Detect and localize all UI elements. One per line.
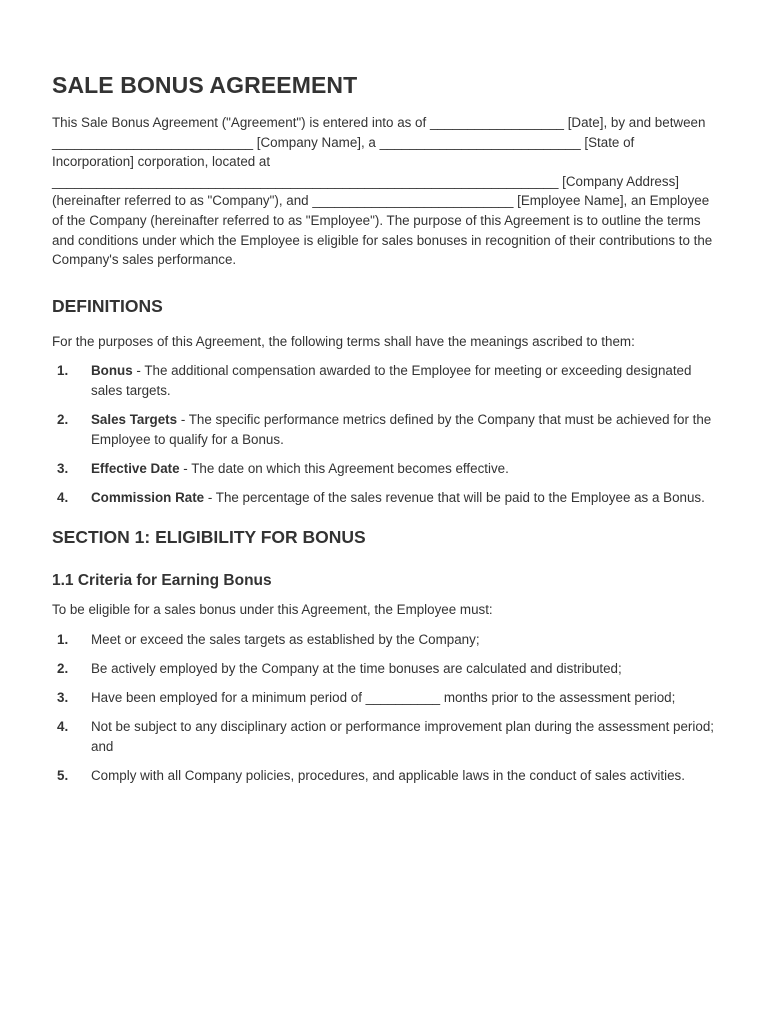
section-1-1-heading: 1.1 Criteria for Earning Bonus <box>52 572 272 590</box>
criteria-text: Be actively employed by the Company at the time bonuses are calculated and distributed; <box>91 661 622 677</box>
criteria-number: 5. <box>57 767 69 783</box>
definitions-list <box>52 361 718 507</box>
definition-text: - The percentage of the sales revenue that will be paid to the Employee as a Bonus. <box>204 489 705 505</box>
definition-item <box>52 361 718 400</box>
definition-text: - The specific performance metrics defined by the Company that must be achieved for the Employee to qualify for a Bonus. <box>91 412 712 447</box>
criteria-item <box>52 717 718 756</box>
definition-text: - The additional compensation awarded to the Employee for meeting or exceeding designated sales targets. <box>91 363 692 398</box>
criteria-item <box>52 659 718 679</box>
criteria-item <box>52 630 718 650</box>
criteria-number: 2. <box>57 661 69 677</box>
criteria-list <box>52 630 718 786</box>
definitions-intro: For the purposes of this Agreement, the following terms shall have the meanings ascribed to them: <box>52 333 635 349</box>
criteria-intro: To be eligible for a sales bonus under this Agreement, the Employee must: <box>52 602 493 618</box>
definition-item <box>52 410 718 449</box>
criteria-text: Have been employed for a minimum period of __________ months prior to the assessment period; <box>91 690 676 706</box>
criteria-text: Not be subject to any disciplinary action or performance improvement plan during the assessment period; and <box>91 719 714 754</box>
definition-number: 4. <box>57 489 69 505</box>
definition-item <box>52 459 718 479</box>
definition-term: Bonus <box>91 363 133 379</box>
criteria-text: Meet or exceed the sales targets as established by the Company; <box>91 632 480 647</box>
definitions-heading: DEFINITIONS <box>52 295 163 316</box>
section-1-heading: SECTION 1: ELIGIBILITY FOR BONUS <box>52 527 366 548</box>
criteria-number: 3. <box>57 690 69 706</box>
definition-text: - The date on which this Agreement becomes effective. <box>179 460 509 476</box>
definition-term: Effective Date <box>91 460 180 476</box>
definition-term: Sales Targets <box>91 412 178 428</box>
criteria-item <box>52 688 718 708</box>
criteria-text: Comply with all Company policies, procedures, and applicable laws in the conduct of sales activities. <box>91 767 685 783</box>
definition-number: 1. <box>57 363 69 379</box>
criteria-number: 4. <box>57 719 69 735</box>
criteria-item <box>52 766 718 786</box>
document-title: SALE BONUS AGREEMENT <box>52 72 358 98</box>
definition-item <box>52 488 718 508</box>
intro-paragraph: This Sale Bonus Agreement ("Agreement") is entered into as of __________________ [Date], by and between ___________________________ [Company Name], a ___________________________ [State of Incorporation] corporation, located at ____________________________________________________________________ [Company Address] (hereinafter referred to as "Company"), and ___________________________ [Employee Name], an Employee of the Company (hereinafter referred to as "Employee"). The purpose of this Agreement is to outline the terms and conditions under which the Employee is eligible for sales bonuses in recognition of their contributions to the Company's sales performance. <box>52 115 713 268</box>
criteria-number: 1. <box>57 632 69 647</box>
definition-number: 3. <box>57 460 69 476</box>
definition-term: Commission Rate <box>91 489 205 505</box>
definition-number: 2. <box>57 412 69 428</box>
